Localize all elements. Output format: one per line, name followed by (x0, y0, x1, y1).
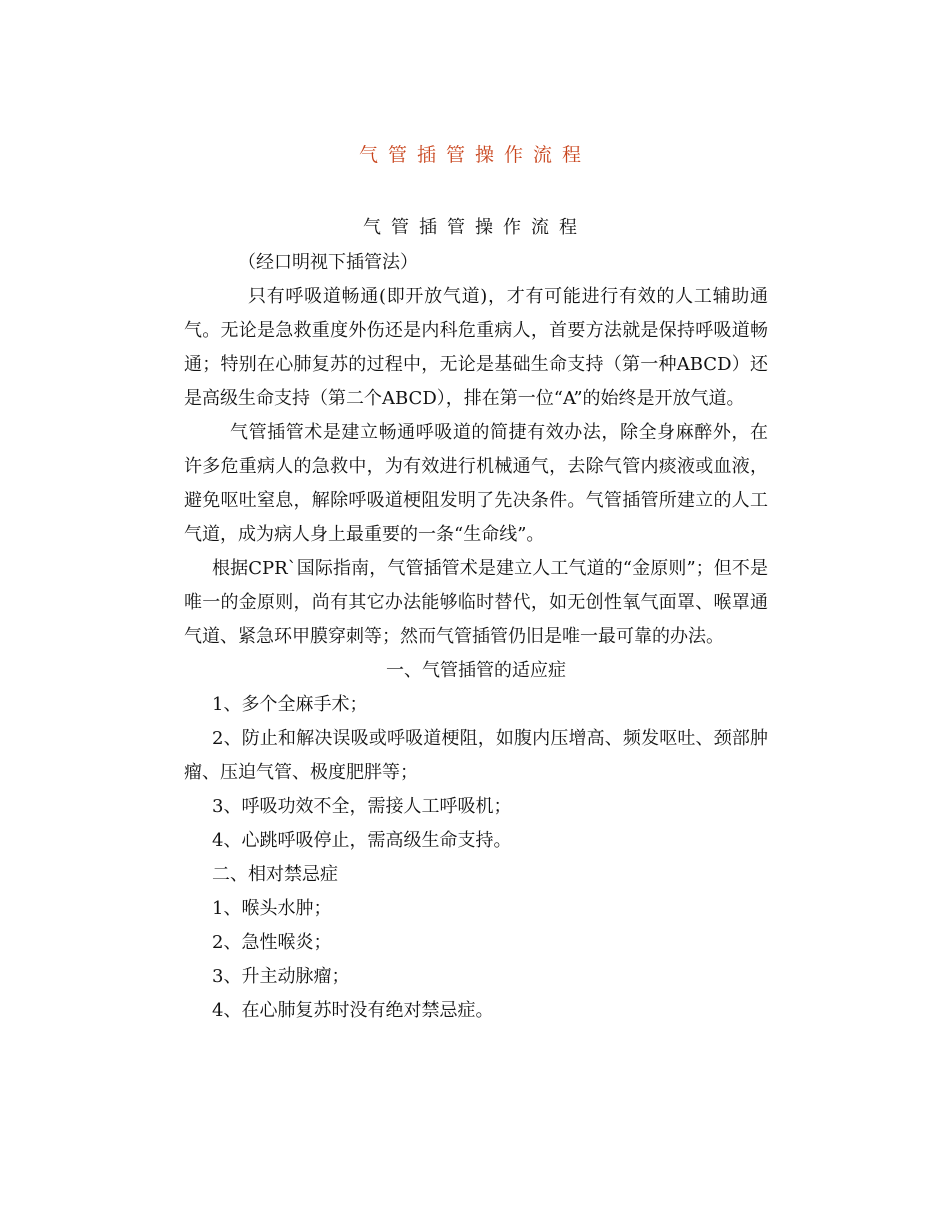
list-item: 4、心跳呼吸停止，需高级生命支持。 (212, 830, 512, 851)
paragraph-intubation: 气管插管术是建立畅通呼吸道的简捷有效办法，除全身麻醉外，在许多危重病人的急救中，为有效进行机械通气，去除气管内痰液或血液，避免呕吐窒息，解除呼吸道梗阻发明了先决条件。气管插管所建立的人工气道，成为病人身上最重要的一条“生命线”。 (184, 422, 768, 545)
list-item: 1、多个全麻手术； (212, 694, 368, 715)
paragraph-airway: 只有呼吸道畅通(即开放气道)，才有可能进行有效的人工辅助通气。无论是急救重度外伤还是内科危重病人，首要方法就是保持呼吸道畅通；特别在心肺复苏的过程中，无论是基础生命支持（第一种ABCD）还是高级生命支持（第二个ABCD），排在第一位“A”的始终是开放气道。 (184, 286, 768, 409)
document-title: 气管插管操作流程 (358, 144, 591, 166)
list-item: 3、呼吸功效不全，需接人工呼吸机； (212, 796, 512, 817)
list-item: 4、在心肺复苏时没有绝对禁忌症。 (212, 1000, 494, 1021)
method-note: （经口明视下插管法） (238, 252, 418, 273)
list-item: 3、升主动脉瘤； (212, 966, 350, 987)
list-item: 2、急性喉炎； (212, 932, 332, 953)
section-heading-indications: 一、气管插管的适应症 (386, 660, 566, 681)
document-body (184, 246, 768, 1028)
list-item: 1、喉头水肿； (212, 898, 332, 919)
paragraph-guideline: 根据CPR`国际指南，气管插管术是建立人工气道的“金原则”；但不是唯一的金原则，尚有其它办法能够临时替代，如无创性氧气面罩、喉罩通气道、紧急环甲膜穿刺等；然而气管插管仍旧是唯一最可靠的办法。 (184, 558, 768, 647)
section-heading-contraindications: 二、相对禁忌症 (212, 864, 338, 885)
document-subtitle: 气管插管操作流程 (363, 217, 587, 238)
list-item: 2、防止和解决误吸或呼吸道梗阻，如腹内压增高、频发呕吐、颈部肿瘤、压迫气管、极度肥胖等； (184, 728, 768, 783)
